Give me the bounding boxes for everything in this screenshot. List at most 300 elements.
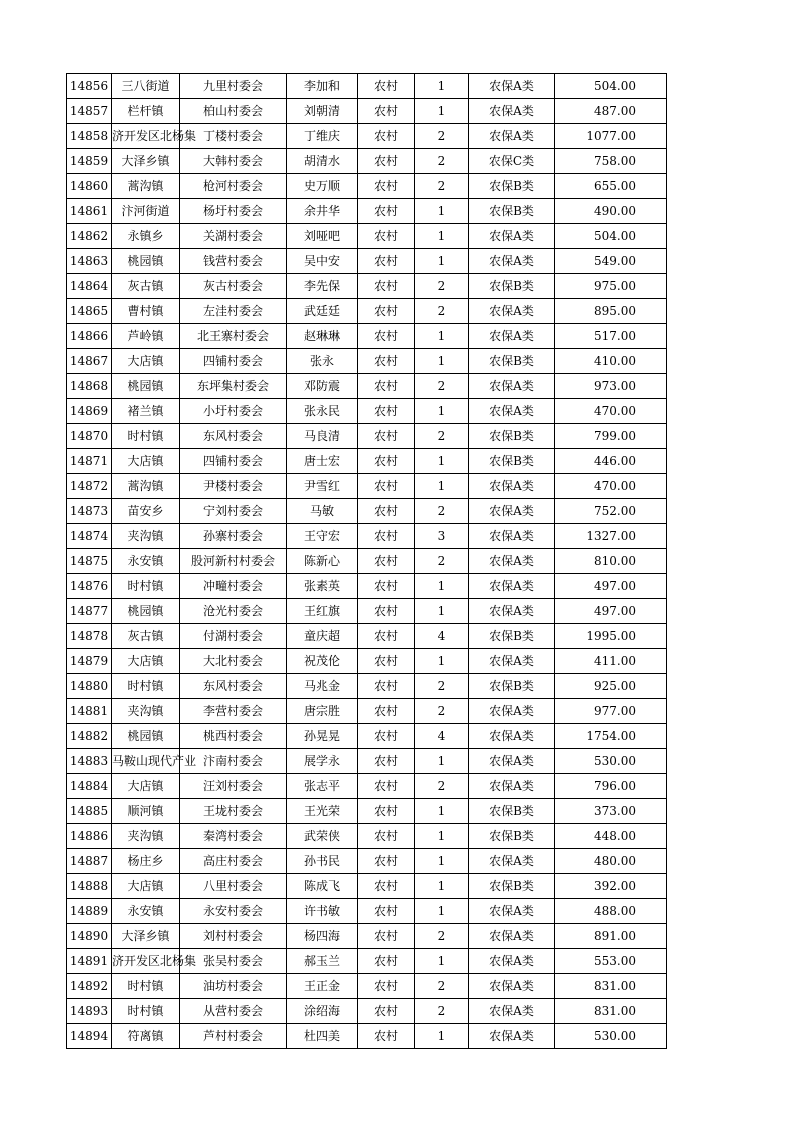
table-row	[67, 299, 667, 324]
table-row	[67, 949, 667, 974]
household-count-cell: 1	[415, 249, 469, 274]
town-cell: 褚兰镇	[112, 399, 180, 424]
household-count-cell: 1	[415, 799, 469, 824]
residence-type-cell: 农村	[358, 524, 415, 549]
village-committee-cell: 东坪集村委会	[180, 374, 287, 399]
insurance-category-cell: 农保A类	[469, 499, 555, 524]
residence-type-cell: 农村	[358, 624, 415, 649]
town-cell: 汴河街道	[112, 199, 180, 224]
person-name-cell: 郝玉兰	[287, 949, 358, 974]
record-number-cell: 14893	[67, 999, 112, 1024]
residence-type-cell: 农村	[358, 874, 415, 899]
table-row	[67, 524, 667, 549]
village-committee-cell: 高庄村委会	[180, 849, 287, 874]
insurance-category-cell: 农保A类	[469, 224, 555, 249]
town-cell: 大店镇	[112, 349, 180, 374]
record-number-cell: 14879	[67, 649, 112, 674]
household-count-cell: 2	[415, 924, 469, 949]
insurance-category-cell: 农保B类	[469, 199, 555, 224]
amount-cell: 549.00	[555, 249, 667, 274]
town-cell: 夹沟镇	[112, 699, 180, 724]
person-name-cell: 童庆超	[287, 624, 358, 649]
amount-cell: 810.00	[555, 549, 667, 574]
insurance-category-cell: 农保B类	[469, 174, 555, 199]
table-row	[67, 849, 667, 874]
person-name-cell: 展学永	[287, 749, 358, 774]
record-number-cell: 14862	[67, 224, 112, 249]
village-committee-cell: 八里村委会	[180, 874, 287, 899]
table-row	[67, 424, 667, 449]
town-cell: 灰古镇	[112, 274, 180, 299]
table-row	[67, 74, 667, 99]
table-row	[67, 249, 667, 274]
amount-cell: 470.00	[555, 399, 667, 424]
amount-cell: 517.00	[555, 324, 667, 349]
residence-type-cell: 农村	[358, 474, 415, 499]
amount-cell: 1995.00	[555, 624, 667, 649]
table-row	[67, 549, 667, 574]
household-count-cell: 1	[415, 599, 469, 624]
record-number-cell: 14878	[67, 624, 112, 649]
amount-cell: 504.00	[555, 224, 667, 249]
residence-type-cell: 农村	[358, 899, 415, 924]
residence-type-cell: 农村	[358, 374, 415, 399]
table-body	[67, 74, 667, 1049]
insurance-category-cell: 农保A类	[469, 599, 555, 624]
village-committee-cell: 冲疃村委会	[180, 574, 287, 599]
residence-type-cell: 农村	[358, 974, 415, 999]
village-committee-cell: 永安村委会	[180, 899, 287, 924]
amount-cell: 392.00	[555, 874, 667, 899]
village-committee-cell: 王垅村委会	[180, 799, 287, 824]
insurance-category-cell: 农保B类	[469, 824, 555, 849]
town-cell: 马鞍山现代产业	[112, 749, 180, 774]
table-row	[67, 874, 667, 899]
residence-type-cell: 农村	[358, 849, 415, 874]
village-committee-cell: 四铺村委会	[180, 449, 287, 474]
village-committee-cell: 李营村委会	[180, 699, 287, 724]
insurance-category-cell: 农保B类	[469, 799, 555, 824]
village-committee-cell: 股河新村村委会	[180, 549, 287, 574]
record-number-cell: 14894	[67, 1024, 112, 1049]
person-name-cell: 杨四海	[287, 924, 358, 949]
residence-type-cell: 农村	[358, 949, 415, 974]
insurance-category-cell: 农保A类	[469, 749, 555, 774]
record-number-cell: 14873	[67, 499, 112, 524]
residence-type-cell: 农村	[358, 924, 415, 949]
residence-type-cell: 农村	[358, 549, 415, 574]
village-committee-cell: 沧光村委会	[180, 599, 287, 624]
insurance-category-cell: 农保A类	[469, 399, 555, 424]
table-row	[67, 699, 667, 724]
table-row	[67, 674, 667, 699]
table-row	[67, 374, 667, 399]
person-name-cell: 吴中安	[287, 249, 358, 274]
table-row	[67, 774, 667, 799]
person-name-cell: 张素英	[287, 574, 358, 599]
amount-cell: 891.00	[555, 924, 667, 949]
town-cell: 蒿沟镇	[112, 474, 180, 499]
residence-type-cell: 农村	[358, 724, 415, 749]
residence-type-cell: 农村	[358, 224, 415, 249]
household-count-cell: 2	[415, 124, 469, 149]
residence-type-cell: 农村	[358, 149, 415, 174]
insurance-category-cell: 农保A类	[469, 999, 555, 1024]
residence-type-cell: 农村	[358, 824, 415, 849]
insurance-category-cell: 农保A类	[469, 774, 555, 799]
town-cell: 大店镇	[112, 649, 180, 674]
residence-type-cell: 农村	[358, 599, 415, 624]
table-row	[67, 474, 667, 499]
record-number-cell: 14858	[67, 124, 112, 149]
record-number-cell: 14857	[67, 99, 112, 124]
person-name-cell: 唐士宏	[287, 449, 358, 474]
table-row	[67, 224, 667, 249]
household-count-cell: 2	[415, 174, 469, 199]
record-number-cell: 14859	[67, 149, 112, 174]
amount-cell: 1077.00	[555, 124, 667, 149]
amount-cell: 470.00	[555, 474, 667, 499]
amount-cell: 553.00	[555, 949, 667, 974]
record-number-cell: 14863	[67, 249, 112, 274]
person-name-cell: 许书敏	[287, 899, 358, 924]
village-committee-cell: 付湖村委会	[180, 624, 287, 649]
insurance-category-cell: 农保B类	[469, 449, 555, 474]
record-number-cell: 14892	[67, 974, 112, 999]
table-row	[67, 974, 667, 999]
amount-cell: 831.00	[555, 974, 667, 999]
town-cell: 永镇乡	[112, 224, 180, 249]
residence-type-cell: 农村	[358, 299, 415, 324]
household-count-cell: 2	[415, 424, 469, 449]
table-row	[67, 499, 667, 524]
insurance-category-cell: 农保A类	[469, 374, 555, 399]
village-committee-cell: 小圩村委会	[180, 399, 287, 424]
village-committee-cell: 孙寨村委会	[180, 524, 287, 549]
amount-cell: 758.00	[555, 149, 667, 174]
residence-type-cell: 农村	[358, 349, 415, 374]
insurance-category-cell: 农保A类	[469, 699, 555, 724]
person-name-cell: 张永	[287, 349, 358, 374]
village-committee-cell: 四铺村委会	[180, 349, 287, 374]
town-cell: 桃园镇	[112, 724, 180, 749]
household-count-cell: 1	[415, 199, 469, 224]
insurance-category-cell: 农保A类	[469, 924, 555, 949]
household-count-cell: 2	[415, 774, 469, 799]
table-row	[67, 399, 667, 424]
residence-type-cell: 农村	[358, 274, 415, 299]
table-row	[67, 449, 667, 474]
record-number-cell: 14877	[67, 599, 112, 624]
table-row	[67, 349, 667, 374]
table-row	[67, 99, 667, 124]
village-committee-cell: 桃西村委会	[180, 724, 287, 749]
table-row	[67, 799, 667, 824]
household-count-cell: 2	[415, 674, 469, 699]
residence-type-cell: 农村	[358, 699, 415, 724]
record-number-cell: 14871	[67, 449, 112, 474]
household-count-cell: 1	[415, 874, 469, 899]
residence-type-cell: 农村	[358, 324, 415, 349]
household-count-cell: 1	[415, 349, 469, 374]
record-number-cell: 14882	[67, 724, 112, 749]
insurance-category-cell: 农保C类	[469, 149, 555, 174]
table-row	[67, 1024, 667, 1049]
record-number-cell: 14888	[67, 874, 112, 899]
village-committee-cell: 九里村委会	[180, 74, 287, 99]
residence-type-cell: 农村	[358, 774, 415, 799]
household-count-cell: 2	[415, 499, 469, 524]
person-name-cell: 孙晃晃	[287, 724, 358, 749]
insurance-category-cell: 农保A类	[469, 899, 555, 924]
amount-cell: 1327.00	[555, 524, 667, 549]
amount-cell: 925.00	[555, 674, 667, 699]
amount-cell: 497.00	[555, 599, 667, 624]
insurance-category-cell: 农保A类	[469, 474, 555, 499]
town-cell: 三八街道	[112, 74, 180, 99]
town-cell: 时村镇	[112, 674, 180, 699]
table-row	[67, 149, 667, 174]
village-committee-cell: 东风村委会	[180, 674, 287, 699]
record-number-cell: 14868	[67, 374, 112, 399]
insurance-category-cell: 农保A类	[469, 1024, 555, 1049]
table-row	[67, 124, 667, 149]
amount-cell: 973.00	[555, 374, 667, 399]
amount-cell: 1754.00	[555, 724, 667, 749]
person-name-cell: 马兆金	[287, 674, 358, 699]
amount-cell: 895.00	[555, 299, 667, 324]
person-name-cell: 王光荣	[287, 799, 358, 824]
household-count-cell: 1	[415, 474, 469, 499]
town-cell: 灰古镇	[112, 624, 180, 649]
town-cell: 济开发区北杨集	[112, 124, 180, 149]
town-cell: 大店镇	[112, 774, 180, 799]
table-row	[67, 724, 667, 749]
person-name-cell: 马良清	[287, 424, 358, 449]
amount-cell: 796.00	[555, 774, 667, 799]
household-count-cell: 1	[415, 224, 469, 249]
household-count-cell: 2	[415, 374, 469, 399]
table-row	[67, 274, 667, 299]
village-committee-cell: 柏山村委会	[180, 99, 287, 124]
town-cell: 大店镇	[112, 449, 180, 474]
amount-cell: 977.00	[555, 699, 667, 724]
household-count-cell: 1	[415, 899, 469, 924]
person-name-cell: 史万顺	[287, 174, 358, 199]
insurance-category-cell: 农保B类	[469, 674, 555, 699]
insurance-category-cell: 农保A类	[469, 99, 555, 124]
town-cell: 苗安乡	[112, 499, 180, 524]
insurance-category-cell: 农保B类	[469, 274, 555, 299]
record-number-cell: 14881	[67, 699, 112, 724]
town-cell: 杨庄乡	[112, 849, 180, 874]
household-count-cell: 2	[415, 699, 469, 724]
amount-cell: 448.00	[555, 824, 667, 849]
person-name-cell: 陈成飞	[287, 874, 358, 899]
town-cell: 时村镇	[112, 999, 180, 1024]
village-committee-cell: 大韩村委会	[180, 149, 287, 174]
household-count-cell: 3	[415, 524, 469, 549]
amount-cell: 655.00	[555, 174, 667, 199]
residence-type-cell: 农村	[358, 999, 415, 1024]
person-name-cell: 张永民	[287, 399, 358, 424]
table-row	[67, 749, 667, 774]
amount-cell: 487.00	[555, 99, 667, 124]
village-committee-cell: 枪河村委会	[180, 174, 287, 199]
household-count-cell: 2	[415, 299, 469, 324]
town-cell: 夹沟镇	[112, 524, 180, 549]
amount-cell: 411.00	[555, 649, 667, 674]
town-cell: 时村镇	[112, 424, 180, 449]
household-count-cell: 2	[415, 274, 469, 299]
household-count-cell: 1	[415, 649, 469, 674]
amount-cell: 490.00	[555, 199, 667, 224]
village-committee-cell: 关湖村委会	[180, 224, 287, 249]
household-count-cell: 2	[415, 149, 469, 174]
town-cell: 时村镇	[112, 974, 180, 999]
person-name-cell: 杜四美	[287, 1024, 358, 1049]
household-count-cell: 1	[415, 324, 469, 349]
household-count-cell: 2	[415, 549, 469, 574]
household-count-cell: 1	[415, 749, 469, 774]
person-name-cell: 孙书民	[287, 849, 358, 874]
village-committee-cell: 宁刘村委会	[180, 499, 287, 524]
table-row	[67, 599, 667, 624]
household-count-cell: 1	[415, 824, 469, 849]
insurance-category-cell: 农保B类	[469, 349, 555, 374]
village-committee-cell: 从营村委会	[180, 999, 287, 1024]
town-cell: 蒿沟镇	[112, 174, 180, 199]
insurance-category-cell: 农保A类	[469, 574, 555, 599]
household-count-cell: 2	[415, 999, 469, 1024]
record-number-cell: 14886	[67, 824, 112, 849]
amount-cell: 799.00	[555, 424, 667, 449]
record-number-cell: 14864	[67, 274, 112, 299]
town-cell: 永安镇	[112, 899, 180, 924]
record-number-cell: 14861	[67, 199, 112, 224]
record-number-cell: 14891	[67, 949, 112, 974]
person-name-cell: 武荣侠	[287, 824, 358, 849]
insurance-category-cell: 农保A类	[469, 849, 555, 874]
table-row	[67, 199, 667, 224]
town-cell: 栏杆镇	[112, 99, 180, 124]
residence-type-cell: 农村	[358, 199, 415, 224]
insurance-category-cell: 农保A类	[469, 549, 555, 574]
household-count-cell: 1	[415, 1024, 469, 1049]
person-name-cell: 陈新心	[287, 549, 358, 574]
person-name-cell: 武廷廷	[287, 299, 358, 324]
household-count-cell: 4	[415, 624, 469, 649]
person-name-cell: 李加和	[287, 74, 358, 99]
table-row	[67, 649, 667, 674]
household-count-cell: 4	[415, 724, 469, 749]
amount-cell: 975.00	[555, 274, 667, 299]
record-number-cell: 14865	[67, 299, 112, 324]
village-committee-cell: 丁楼村委会	[180, 124, 287, 149]
residence-type-cell: 农村	[358, 799, 415, 824]
insurance-category-cell: 农保A类	[469, 249, 555, 274]
town-cell: 时村镇	[112, 574, 180, 599]
person-name-cell: 刘哑吧	[287, 224, 358, 249]
person-name-cell: 马敏	[287, 499, 358, 524]
town-cell: 大泽乡镇	[112, 149, 180, 174]
person-name-cell: 赵琳琳	[287, 324, 358, 349]
amount-cell: 373.00	[555, 799, 667, 824]
amount-cell: 488.00	[555, 899, 667, 924]
person-name-cell: 张志平	[287, 774, 358, 799]
residence-type-cell: 农村	[358, 124, 415, 149]
village-committee-cell: 尹楼村委会	[180, 474, 287, 499]
person-name-cell: 王守宏	[287, 524, 358, 549]
town-cell: 永安镇	[112, 549, 180, 574]
record-number-cell: 14856	[67, 74, 112, 99]
amount-cell: 446.00	[555, 449, 667, 474]
residence-type-cell: 农村	[358, 99, 415, 124]
table-row	[67, 924, 667, 949]
table-row	[67, 174, 667, 199]
insurance-category-cell: 农保B类	[469, 424, 555, 449]
residence-type-cell: 农村	[358, 1024, 415, 1049]
relief-recipient-table	[66, 73, 667, 1049]
village-committee-cell: 油坊村委会	[180, 974, 287, 999]
insurance-category-cell: 农保A类	[469, 299, 555, 324]
village-committee-cell: 张吴村委会	[180, 949, 287, 974]
person-name-cell: 邓防震	[287, 374, 358, 399]
town-cell: 芦岭镇	[112, 324, 180, 349]
residence-type-cell: 农村	[358, 499, 415, 524]
record-number-cell: 14870	[67, 424, 112, 449]
record-number-cell: 14876	[67, 574, 112, 599]
table-row	[67, 574, 667, 599]
household-count-cell: 2	[415, 974, 469, 999]
residence-type-cell: 农村	[358, 174, 415, 199]
amount-cell: 480.00	[555, 849, 667, 874]
household-count-cell: 1	[415, 949, 469, 974]
village-committee-cell: 刘村村委会	[180, 924, 287, 949]
village-committee-cell: 汴南村委会	[180, 749, 287, 774]
household-count-cell: 1	[415, 574, 469, 599]
record-number-cell: 14875	[67, 549, 112, 574]
town-cell: 大泽乡镇	[112, 924, 180, 949]
household-count-cell: 1	[415, 449, 469, 474]
person-name-cell: 余井华	[287, 199, 358, 224]
insurance-category-cell: 农保B类	[469, 624, 555, 649]
town-cell: 符离镇	[112, 1024, 180, 1049]
amount-cell: 530.00	[555, 749, 667, 774]
village-committee-cell: 钱营村委会	[180, 249, 287, 274]
residence-type-cell: 农村	[358, 649, 415, 674]
household-count-cell: 1	[415, 99, 469, 124]
record-number-cell: 14866	[67, 324, 112, 349]
table-row	[67, 624, 667, 649]
amount-cell: 497.00	[555, 574, 667, 599]
village-committee-cell: 东风村委会	[180, 424, 287, 449]
table-row	[67, 999, 667, 1024]
amount-cell: 752.00	[555, 499, 667, 524]
amount-cell: 831.00	[555, 999, 667, 1024]
insurance-category-cell: 农保A类	[469, 74, 555, 99]
household-count-cell: 1	[415, 849, 469, 874]
person-name-cell: 李先保	[287, 274, 358, 299]
insurance-category-cell: 农保A类	[469, 974, 555, 999]
town-cell: 桃园镇	[112, 249, 180, 274]
person-name-cell: 王红旗	[287, 599, 358, 624]
village-committee-cell: 杨圩村委会	[180, 199, 287, 224]
person-name-cell: 丁维庆	[287, 124, 358, 149]
insurance-category-cell: 农保B类	[469, 874, 555, 899]
residence-type-cell: 农村	[358, 674, 415, 699]
town-cell: 夹沟镇	[112, 824, 180, 849]
